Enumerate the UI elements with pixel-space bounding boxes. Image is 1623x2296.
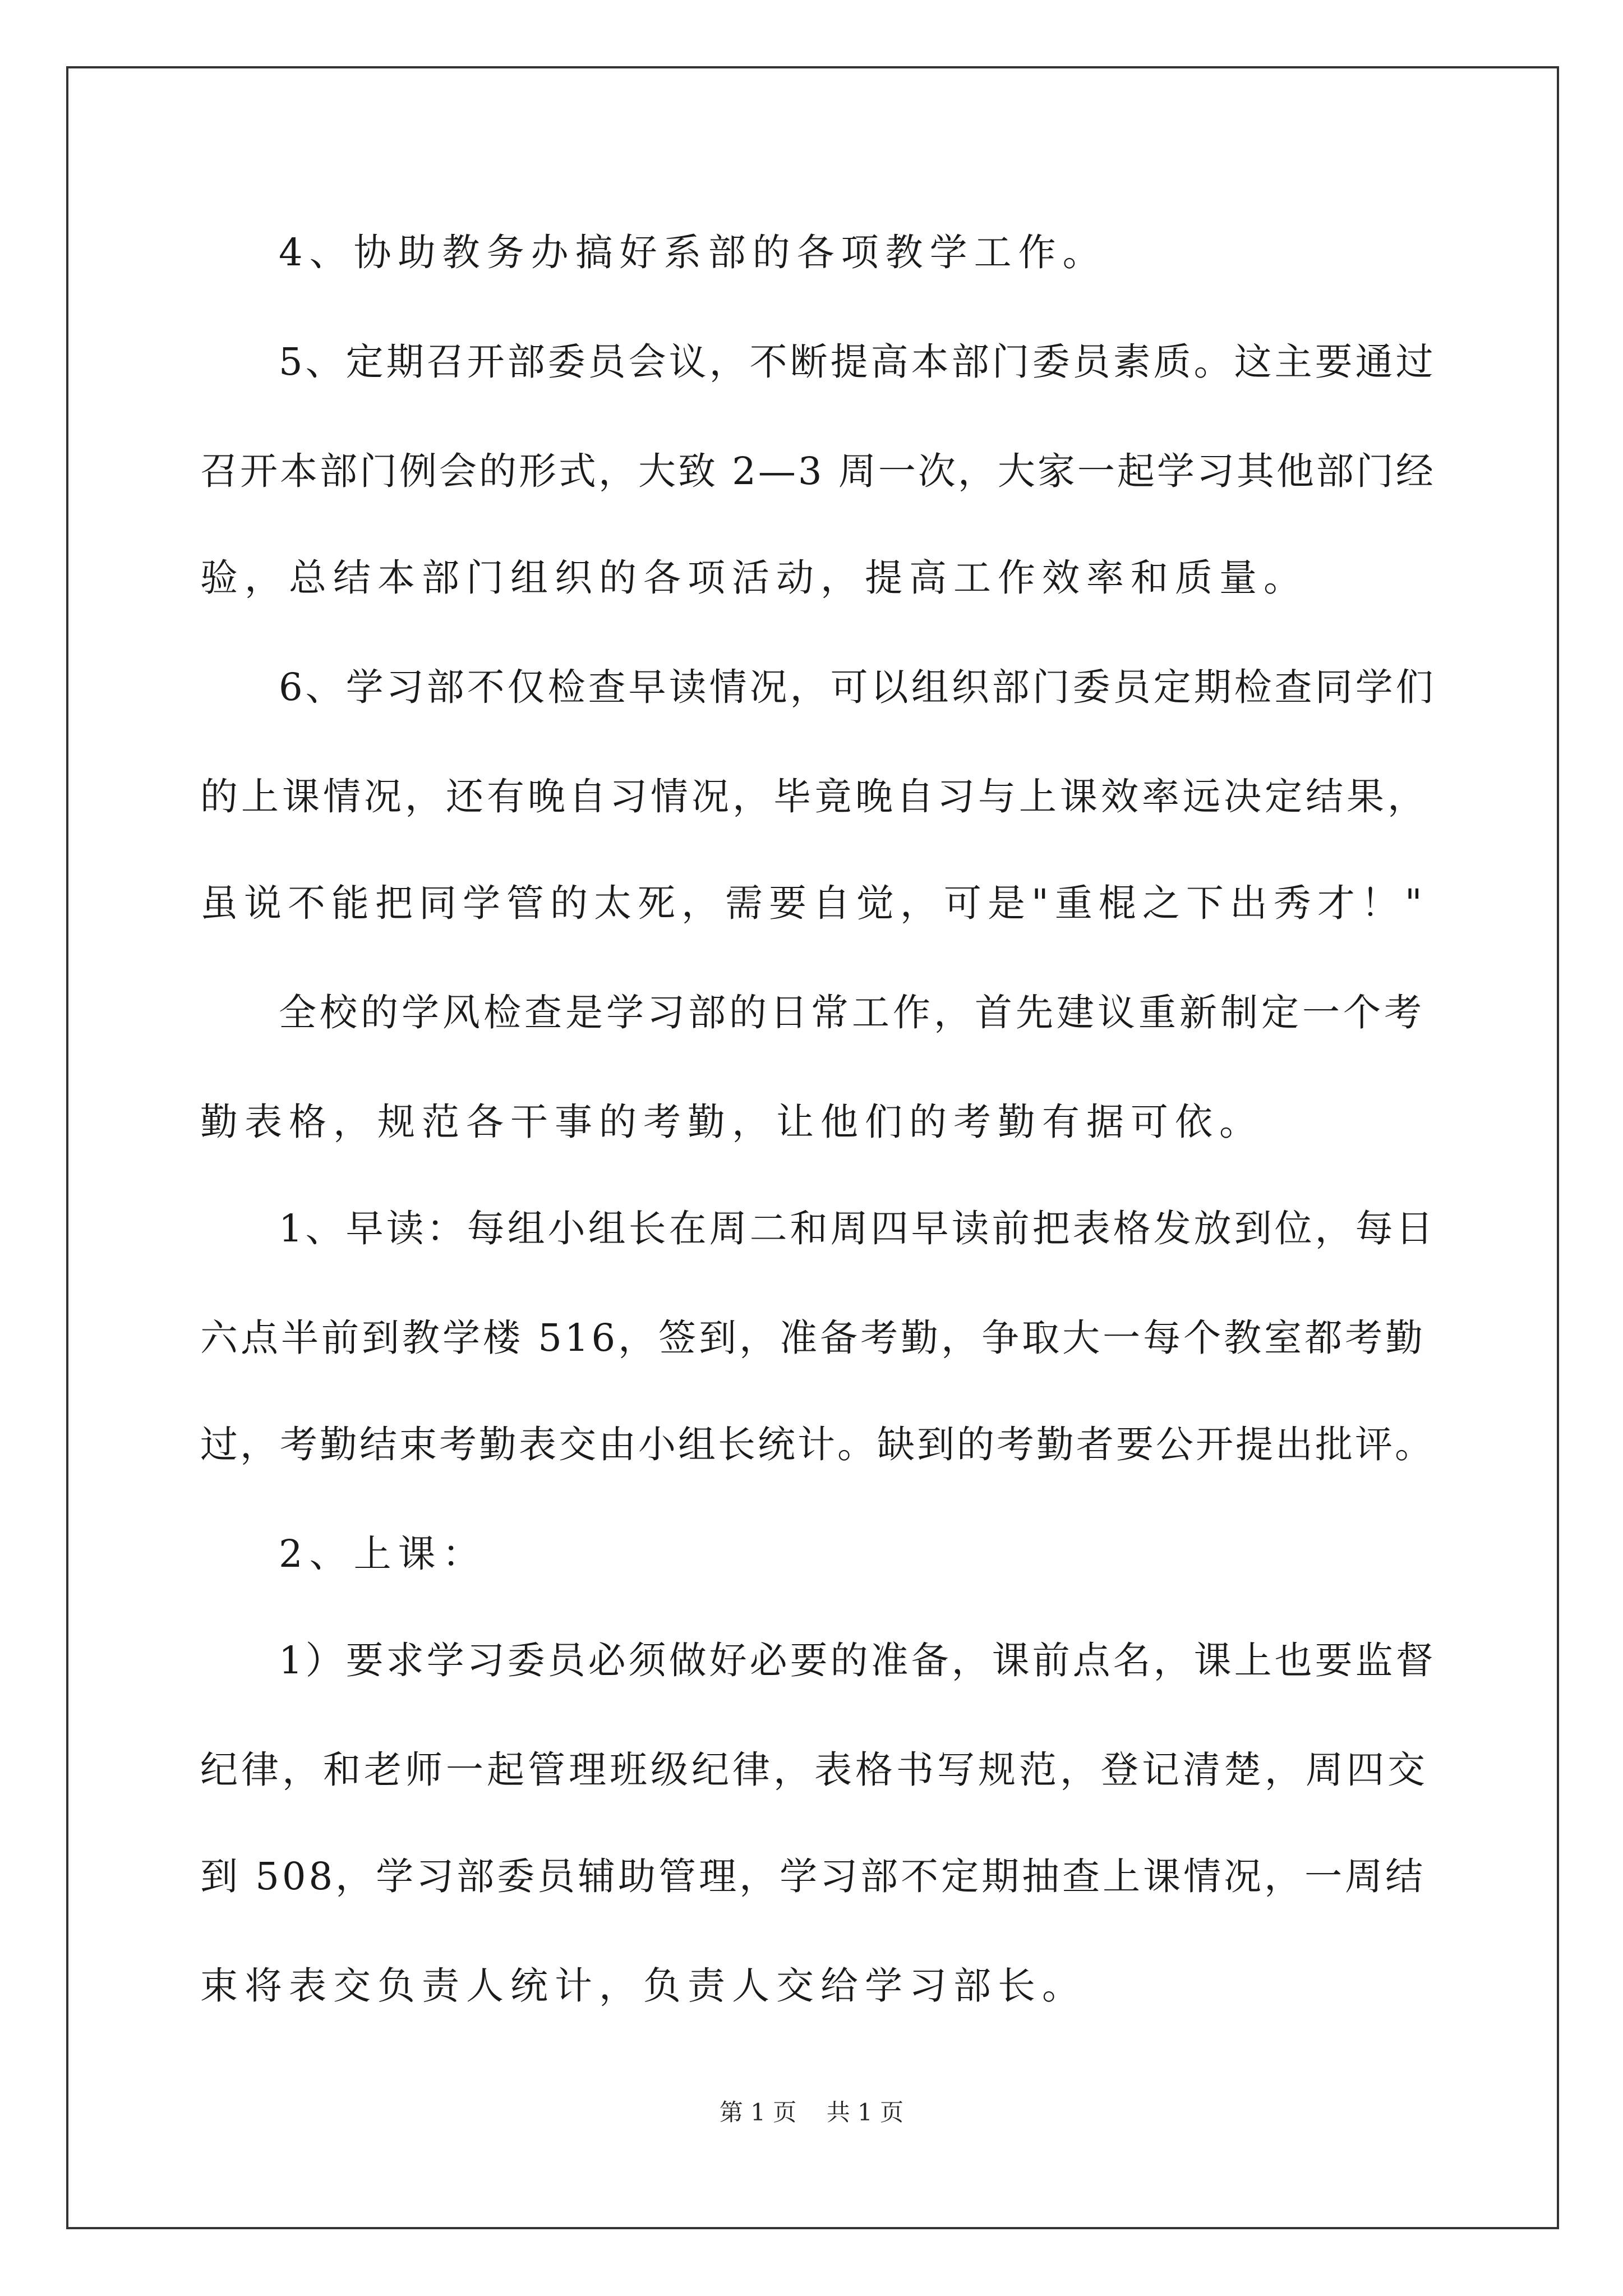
text-line: 过，考勤结束考勤表交由小组长统计。缺到的考勤者要公开提出批评。 bbox=[200, 1423, 1435, 1466]
text-line: 的上课情况，还有晚自习情况，毕竟晚自习与上课效率远决定结果， bbox=[200, 775, 1428, 818]
text-line: 纪律，和老师一起管理班级纪律，表格书写规范，登记清楚，周四交 bbox=[200, 1748, 1428, 1792]
page-footer: 第 1 页 共 1 页 bbox=[719, 2099, 904, 2126]
text-line: 勤表格，规范各干事的考勤，让他们的考勤有据可依。 bbox=[200, 1100, 1264, 1144]
text-line: 1、早读：每组小组长在周二和周四早读前把表格发放到位，每日 bbox=[279, 1207, 1436, 1250]
text-line: 束将表交负责人统计，负责人交给学习部长。 bbox=[200, 1964, 1086, 2008]
text-line: 2、上课： bbox=[279, 1532, 487, 1576]
text-line: 虽说不能把同学管的太死，需要自觉，可是"重棍之下出秀才！" bbox=[200, 881, 1428, 925]
text-line: 全校的学风检查是学习部的日常工作，首先建议重新制定一个考 bbox=[279, 991, 1425, 1034]
page-border bbox=[66, 66, 1559, 2229]
text-line: 1）要求学习委员必须做好必要的准备，课前点名，课上也要监督 bbox=[279, 1639, 1436, 1682]
text-line: 召开本部门例会的形式，大致 2—3 周一次，大家一起学习其他部门经 bbox=[200, 449, 1436, 493]
text-line: 验，总结本部门组织的各项活动，提高工作效率和质量。 bbox=[200, 556, 1308, 600]
text-line: 4、协助教务办搞好系部的各项教学工作。 bbox=[279, 231, 1107, 274]
text-line: 六点半前到教学楼 516，签到，准备考勤，争取大一每个教室都考勤 bbox=[200, 1316, 1426, 1360]
text-line: 6、学习部不仅检查早读情况，可以组织部门委员定期检查同学们 bbox=[279, 665, 1436, 709]
text-line: 5、定期召开部委员会议，不断提高本部门委员素质。这主要通过 bbox=[279, 340, 1436, 384]
text-line: 到 508，学习部委员辅助管理，学习部不定期抽查上课情况，一周结 bbox=[200, 1855, 1426, 1898]
